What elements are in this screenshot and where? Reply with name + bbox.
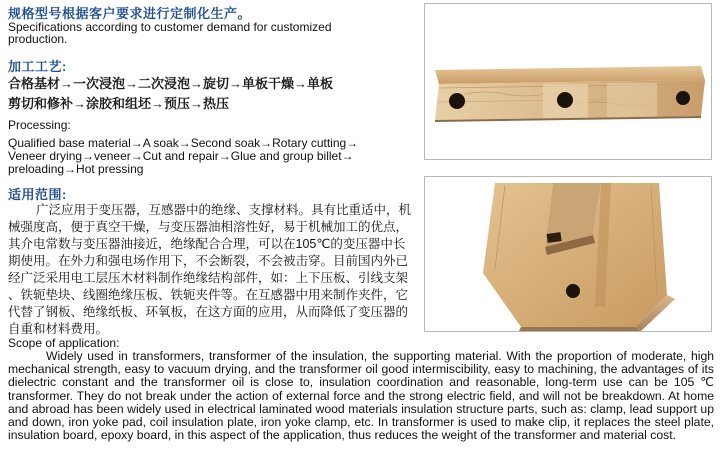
- application-text-zh-6: 、铁轭垫块、线圈绝缘压板、铁轭夹件等。在互感器中用来制作夹件，它: [8, 288, 409, 302]
- application-text-zh-3: 其介电常数与变压器油接近，绝缘配合合理，可以在105℃的变压器中长: [8, 237, 406, 251]
- process-text-en-1: Qualified base material→A soak→Second soak→Rotary cutting→: [8, 136, 359, 150]
- application-text-zh-5: 经广泛采用电工层压木材料制作绝缘结构部件，如：上下压板、引线支架: [8, 271, 409, 285]
- scope-heading-en: Scope of application:: [8, 336, 120, 350]
- process-text-zh-1: 合格基材→一次浸泡→二次浸泡→旋切→单板干燥→单板: [8, 76, 334, 91]
- process-text-en-3: preloading→Hot pressing: [8, 162, 144, 176]
- process-text-zh-2: 剪切和修补→涂胶和组坯→预压→热压: [8, 96, 230, 111]
- spec-text-en-1: Specifications according to customer demand for customized: [8, 20, 332, 34]
- application-text-zh-2: 械强度高，便于真空干燥，与变压器油相溶性好，易于机械加工的优点，: [8, 220, 409, 234]
- application-text-zh-7: 代替了钢板、绝缘纸板、环氧板，在这方面的应用，从而降低了变压器的: [8, 305, 409, 319]
- scope-paragraph: [8, 350, 714, 442]
- application-text-zh-1: 广泛应用于变压器，互感器中的绝缘、支撑材料。具有比重适中，机: [36, 203, 412, 217]
- product-photo-block: [424, 176, 712, 332]
- process-heading-zh: 加工工艺:: [8, 59, 67, 74]
- wood-block-image: [425, 177, 711, 331]
- scope-paragraph-text: Widely used in transformers, transformer of the insulation, the supporting material. With the proportion of moderate, high mechanical strength, easy to vacuum drying, and the transformer oil good intermiscibility, easy to machining, the advantages of its dielectric constant and the transformer oil is close to, insulation coordination and reasonable, long-term use can be 105 ℃ transformer. They do not break under the action of external force and the strong electric field, and will not be breakdown. At home and abroad has been widely used in electrical laminated wood materials insulation structure parts, such as: clamp, lead support up and down, iron yoke pad, coil insulation plate, iron yoke clamp, etc. In transformer is used to make clip, it replaces the steel plate, insulation board, epoxy board, in this aspect of the application, thus reduces the weight of the transformer and material cost.: [8, 349, 714, 443]
- application-text-zh-4: 期使用。在外力和强电场作用下，不会断裂，不会被击穿。目前国内外已: [8, 254, 409, 268]
- product-photo-bar: [424, 3, 712, 160]
- process-heading-en: Processing:: [8, 118, 71, 132]
- wood-bar-image: [425, 4, 711, 159]
- process-text-en-2: Veneer drying→veneer→Cut and repair→Glue and group billet→: [8, 149, 354, 163]
- application-text-zh-8: 自重和材料费用。: [8, 322, 109, 336]
- application-heading-zh: 适用范围:: [8, 187, 67, 202]
- spec-text-en-2: production.: [8, 32, 68, 46]
- spec-heading-zh: 规格型号根据客户要求进行定制化生产。: [8, 6, 252, 21]
